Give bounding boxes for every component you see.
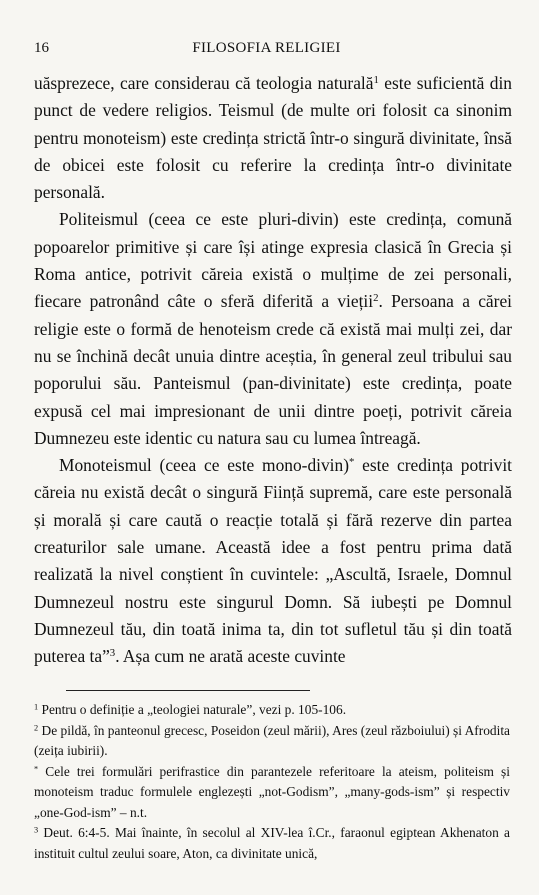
paragraph-1-text-a: uăsprezece, care considerau că teologia naturală (34, 73, 374, 93)
page-number: 16 (34, 40, 49, 56)
running-title: FILOSOFIA RELIGIEI (192, 40, 341, 56)
running-header (34, 38, 499, 58)
paragraph-3-text-a: Monoteismul (ceea ce este mono-divin) (59, 455, 349, 476)
footnote-asterisk (34, 762, 510, 824)
main-text (34, 70, 512, 671)
paragraph-2-text-b: . Persoana a cărei religie este o formă de henoteism crede că există mai mulți zei, dar nu se închină decât unuia dintre aceștia, în general zeul tribului sau poporului său. Panteismul (pan-divinitate) este credința, poate expusă cel mai impresionant de unii dintre poeți, potrivit căreia Dumnezeu este identic cu natura sau cu lumea întreagă. (34, 291, 512, 448)
footnote-mark: 2 (34, 722, 39, 732)
footnote-mark: 3 (34, 825, 39, 835)
footnote-text: Pentru o definiție a „teologiei naturale”, vezi p. 105-106. (38, 702, 347, 717)
paragraph-2 (34, 206, 512, 452)
paragraph-3-text-b: este credința potrivit căreia nu există decât o singură Ființă supremă, care este personală și morală și care caută o reacție totală și fără rezerve din partea creaturilor sale umane. Această idee a fost pentru prima dată realizată la nivel conștient în cuvintele: „Ascultă, Israele, Domnul Dumnezeul nostru este singurul Domn. Să iubești pe Domnul Dumnezeul tău, din toată inima ta, din tot sufletul tău și din toată puterea ta” (34, 455, 512, 667)
footnote-2 (34, 721, 510, 762)
footnote-ref-asterisk: * (349, 456, 355, 469)
footnote-mark: * (34, 763, 39, 773)
paragraph-1 (34, 70, 512, 206)
paragraph-2-text-a: Politeismul (ceea ce este pluri-divin) este credința, comună popoarelor primitive și care își atinge expresia clasică în Grecia și Roma antice, potrivit căreia există o mulțime de zei personali, fiecare patronând câte o sferă diferită a vieții (34, 209, 512, 312)
paragraph-1-text-b: este suficientă din punct de vedere religios. Teismul (de multe ori folosit ca sinonim pentru monoteism) este credința strictă într-o singură divinitate, însă de obicei este folosit cu referire la credința într-o divinitate personală. (34, 73, 512, 203)
footnote-separator (66, 690, 310, 691)
footnote-mark: 1 (34, 702, 39, 712)
footnote-text: De pildă, în panteonul grecesc, Poseidon (zeul mării), Ares (zeul războiului) și Afrodita (zeița iubirii). (34, 722, 510, 758)
footnotes (34, 700, 510, 864)
footnote-text: Cele trei formulări perifrastice din parantezele referitoare la ateism, politeism și monoteism traduc formulele englezești „not-Godism”, „many-gods-ism” și respectiv „one-God-ism” – n.t. (34, 763, 510, 820)
footnote-3 (34, 823, 510, 864)
footnote-ref-2: 2 (373, 292, 379, 305)
paragraph-3 (34, 452, 512, 670)
footnote-ref-1: 1 (373, 74, 379, 87)
paragraph-3-text-c: . Așa cum ne arată aceste cuvinte (115, 646, 346, 667)
footnote-text: Deut. 6:4-5. Mai înainte, în secolul al XIV-lea î.Cr., faraonul egiptean Akhenaton a instituit cultul zeului soare, Aton, ca divinitate unică, (34, 825, 510, 861)
footnote-1 (34, 700, 510, 721)
footnote-ref-3: 3 (109, 647, 116, 660)
